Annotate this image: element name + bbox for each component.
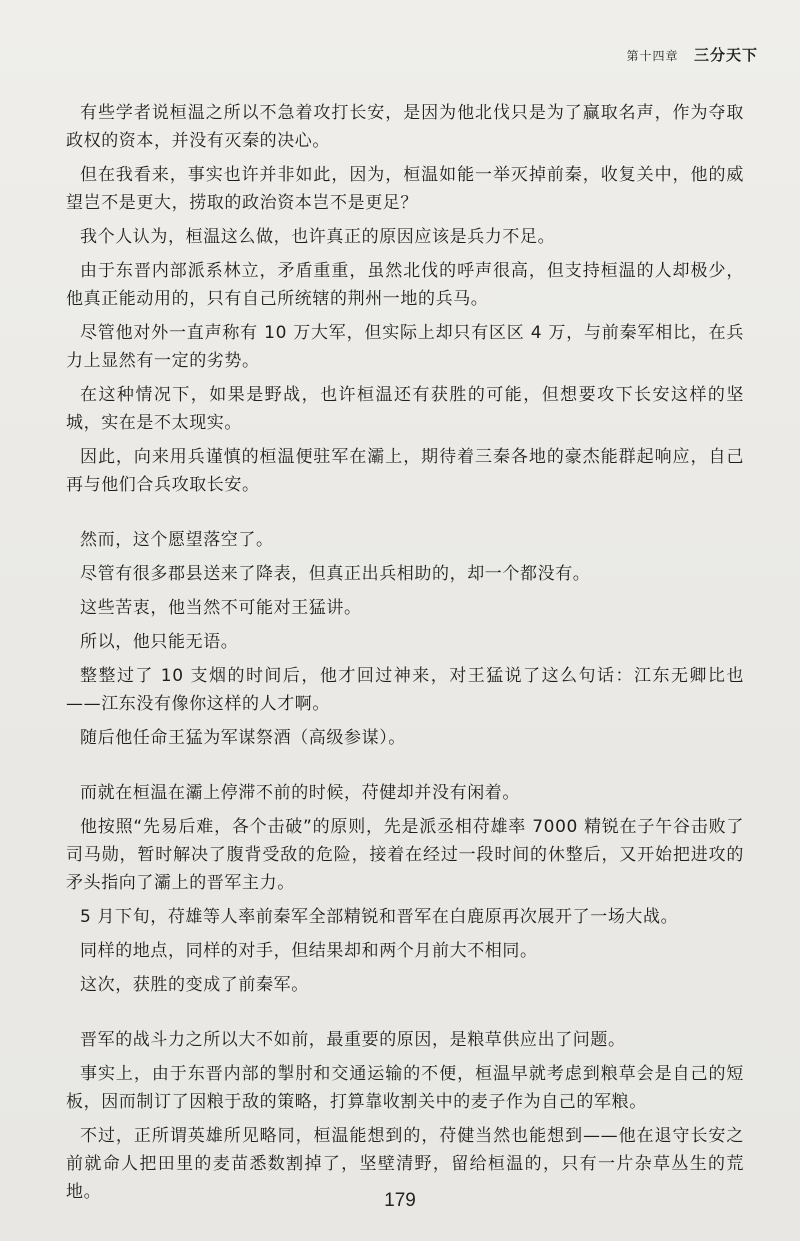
- chapter-label: 第十四章: [626, 49, 679, 63]
- paragraph: 尽管他对外一直声称有 10 万大军，但实际上却只有区区 4 万，与前秦军相比，在兵力上显然有一定的劣势。: [66, 323, 744, 371]
- running-header: [627, 44, 758, 65]
- paragraph: 但在我看来，事实也许并非如此，因为，桓温如能一举灭掉前秦，收复关中，他的威望岂不是更大，捞取的政治资本岂不是更足？: [66, 165, 744, 213]
- paragraph: 不过，正所谓英雄所见略同，桓温能想到的，苻健当然也能想到——他在退守长安之前就命人把田里的麦苗悉数割掉了，坚壁清野，留给桓温的，只有一片杂草丛生的荒地。: [66, 1126, 744, 1202]
- page-number: 179: [384, 1190, 416, 1211]
- paragraph: 我个人认为，桓温这么做，也许真正的原因应该是兵力不足。: [80, 227, 556, 247]
- paragraph: 整整过了 10 支烟的时间后，他才回过神来，对王猛说了这么句话：江东无卿比也——江东没有像你这样的人才啊。: [66, 666, 744, 714]
- paragraph: 所以，他只能无语。: [80, 632, 239, 652]
- paragraph: 因此，向来用兵谨慎的桓温便驻军在灞上，期待着三秦各地的豪杰能群起响应，自己再与他们合兵攻取长安。: [66, 447, 744, 495]
- paragraph: 尽管有很多郡县送来了降表，但真正出兵相助的，却一个都没有。: [80, 564, 591, 584]
- paragraph: 在这种情况下，如果是野战，也许桓温还有获胜的可能，但想要攻下长安这样的坚城，实在是不太现实。: [66, 385, 744, 433]
- section-title: 三分天下: [693, 46, 758, 64]
- paragraph: 有些学者说桓温之所以不急着攻打长安，是因为他北伐只是为了赢取名声，作为夺取政权的资本，并没有灭秦的决心。: [66, 103, 744, 151]
- paragraph: 晋军的战斗力之所以大不如前，最重要的原因，是粮草供应出了问题。: [80, 1030, 626, 1050]
- paragraph: 这些苦衷，他当然不可能对王猛讲。: [80, 598, 362, 618]
- paragraph: 然而，这个愿望落空了。: [80, 530, 274, 550]
- paragraph: 这次，获胜的变成了前秦军。: [80, 975, 309, 995]
- paragraph: 随后他任命王猛为军谋祭酒（高级参谋）。: [80, 728, 406, 748]
- body-text: [66, 99, 744, 1212]
- paragraph: 事实上，由于东晋内部的掣肘和交通运输的不便，桓温早就考虑到粮草会是自己的短板，因而制订了因粮于敌的策略，打算靠收割关中的麦子作为自己的军粮。: [66, 1064, 744, 1112]
- paragraph: 同样的地点，同样的对手，但结果却和两个月前大不相同。: [80, 941, 538, 961]
- section-break: [66, 758, 744, 779]
- paragraph: 而就在桓温在灞上停滞不前的时候，苻健却并没有闲着。: [80, 783, 520, 803]
- paragraph: 由于东晋内部派系林立，矛盾重重，虽然北伐的呼声很高，但支持桓温的人却极少，他真正能动用的，只有自己所统辖的荆州一地的兵马。: [66, 261, 744, 309]
- paragraph: 5 月下旬，苻雄等人率前秦军全部精锐和晋军在白鹿原再次展开了一场大战。: [80, 907, 679, 927]
- paragraph: 他按照“先易后难，各个击破”的原则，先是派丞相苻雄率 7000 精锐在子午谷击败了司马勋，暂时解决了腹背受敌的危险，接着在经过一段时间的休整后，又开始把进攻的矛头指向了灞上的晋军主力。: [66, 817, 744, 893]
- section-break: [66, 505, 744, 526]
- section-break: [66, 1005, 744, 1026]
